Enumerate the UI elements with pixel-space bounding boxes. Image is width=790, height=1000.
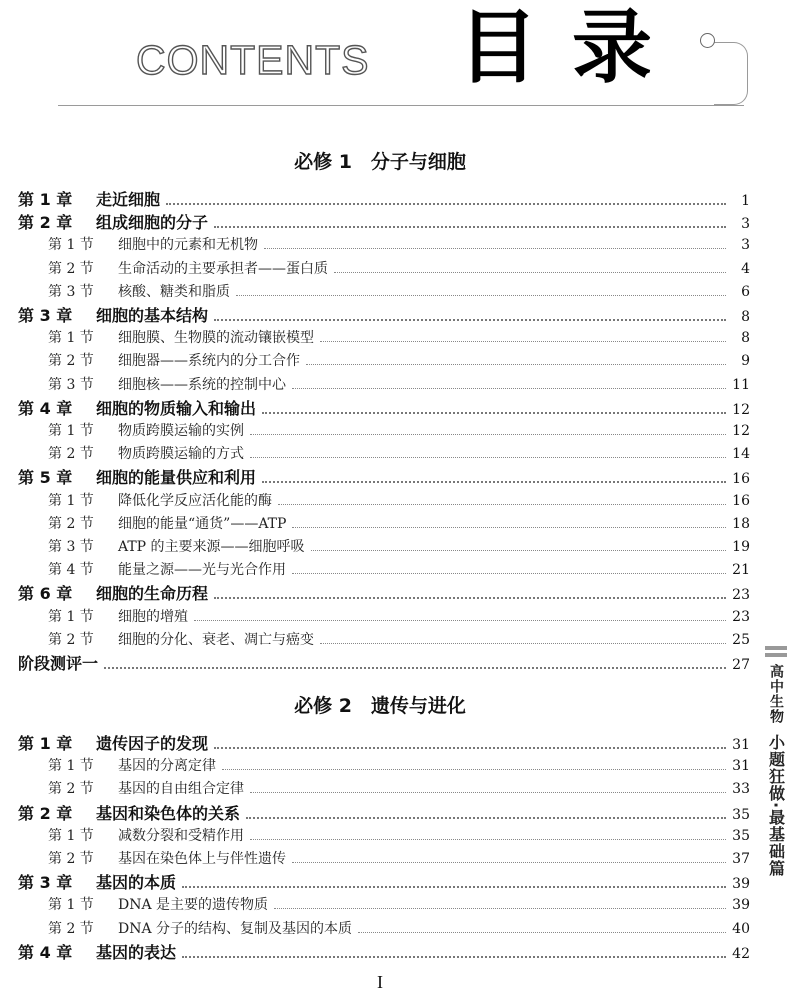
dot-leader [320,328,726,342]
dot-leader [334,259,726,273]
page-ref: 3 [741,237,750,254]
chapter-label [18,653,98,675]
section-title: 能量之源——光与光合作用 [118,562,286,579]
dot-leader [194,607,726,621]
toc-section-row[interactable] [48,327,750,349]
section-number: 第 1 节 [48,330,94,347]
section-number: 第 1 节 [48,608,94,625]
page-header [0,0,790,112]
dot-leader [262,397,726,414]
section-number: 第 2 节 [48,260,94,277]
page-ref: 42 [732,945,750,962]
chapter-number: 第 2 章 [18,803,73,823]
dot-leader [274,895,726,909]
dot-leader [222,756,726,770]
page-title: 目录 [458,1,686,94]
section-title: 细胞膜、生物膜的流动镶嵌模型 [118,330,314,347]
toc-section-row[interactable] [48,606,750,628]
chapter-title: 细胞的基本结构 [96,306,209,325]
toc-section-row[interactable] [48,350,750,372]
side-label-subject: 高中生物 [768,664,784,724]
toc-section-row[interactable] [48,629,750,651]
section-number: 第 2 节 [48,515,94,532]
dot-leader [250,421,726,435]
section-label [48,350,300,372]
page-number: I [377,972,383,992]
section-title: DNA 是主要的遗传物质 [118,897,269,914]
page-ref: 25 [732,631,750,648]
dot-leader [214,732,726,749]
section-title: 减数分裂和受精作用 [118,827,244,844]
dot-leader [292,560,726,574]
dot-leader [214,582,726,599]
chapter-number: 第 3 章 [18,306,73,325]
section-label [48,258,328,280]
toc-section-row[interactable] [48,420,750,442]
page-ref: 8 [741,309,750,325]
chapter-label [18,872,176,894]
section-number: 第 2 节 [48,781,94,798]
chapter-label [18,189,160,211]
page-ref: 16 [732,471,750,488]
page-ref: 12 [732,401,750,418]
ring-icon [700,33,715,48]
dot-leader [250,779,726,793]
section-number: 第 1 节 [48,897,94,914]
contents-word: CONTENTS [136,37,370,83]
section-title: DNA 分子的结构、复制及基因的本质 [118,920,353,937]
page-ref: 9 [741,353,750,370]
section-title: 基因的分离定律 [118,758,216,775]
toc-chapter-row[interactable] [18,732,750,754]
chapter-label [18,583,208,605]
page-ref: 37 [732,851,750,867]
toc-section-row[interactable] [48,443,750,465]
section-label [48,778,244,800]
page-ref: 18 [732,515,750,532]
section-title: 细胞核——系统的控制中心 [118,376,286,393]
header-rule [58,105,744,106]
toc-chapter-row[interactable] [18,466,750,488]
section-title: 物质跨膜运输的实例 [118,423,244,439]
section-label [48,825,244,847]
chapter-title: 基因和染色体的关系 [96,803,241,823]
toc-section-row[interactable] [48,234,750,256]
page-ref: 31 [732,758,750,775]
page-ref: 40 [732,920,750,937]
chapter-title: 基因的表达 [96,942,177,962]
chapter-label [18,467,256,489]
page-ref: 23 [732,587,750,604]
section-number: 第 2 节 [48,446,94,463]
page-ref: 11 [732,376,750,393]
page-ref: 23 [732,608,750,625]
page-ref: 35 [732,827,750,844]
section-title: 生命活动的主要承担者——蛋白质 [118,260,328,277]
chapter-number: 第 4 章 [18,942,73,962]
page-ref: 1 [741,193,750,209]
section-title: 细胞中的元素和无机物 [118,237,258,254]
section-label [48,234,258,256]
header-curve [714,42,748,105]
page-ref: 33 [732,781,750,798]
page-ref: 14 [732,446,750,463]
section-title: 物质跨膜运输的方式 [118,446,244,463]
side-label-series: 小题狂做·最基础篇 [766,734,786,878]
chapter-title: 细胞的生命历程 [96,584,209,604]
section-title: 细胞的增殖 [118,608,188,625]
chapter-title: 细胞的能量供应和利用 [96,468,257,488]
toc-section-row[interactable] [48,778,750,800]
page-ref: 12 [732,423,750,439]
dot-leader [306,351,726,365]
section-number: 第 1 节 [48,492,94,509]
chapter-number: 第 3 章 [18,873,73,893]
dot-leader [311,537,726,551]
chapter-label [18,803,240,825]
toc-chapter-row[interactable] [18,304,750,326]
toc-section-row[interactable] [48,281,750,303]
page-ref: 19 [732,539,750,555]
section-label [48,536,305,558]
dot-leader [246,802,726,819]
chapter-title: 细胞的物质输入和输出 [96,398,257,418]
dot-leader [182,941,726,958]
section-label [48,848,286,870]
section-number: 第 1 节 [48,758,94,775]
toc-section-row[interactable] [48,755,750,777]
chapter-label [18,212,208,234]
dot-leader [278,491,726,505]
section-title: 降低化学反应活化能的酶 [118,492,272,509]
dot-leader [166,188,726,205]
page-ref: 6 [741,283,750,300]
chapter-label [18,942,176,964]
page-ref: 3 [741,216,750,233]
side-label [763,646,789,920]
section-number: 第 2 节 [48,353,94,370]
dot-leader [236,282,726,296]
toc-chapter-row[interactable] [18,652,750,674]
chapter-label [18,733,208,755]
section-label [48,559,286,581]
section-label [48,894,268,916]
chapter-label [18,398,256,420]
section-label [48,374,286,396]
chapter-title: 基因的本质 [96,873,177,893]
toc-chapter-row[interactable] [18,211,750,233]
section-label [48,420,244,442]
toc-section-row[interactable] [48,513,750,535]
section-title: 细胞的能量“通货”——ATP [118,515,287,532]
toc-section-row[interactable] [48,374,750,396]
book-title: 必修 2 遗传与进化 [294,695,466,717]
section-label [48,513,286,535]
section-number: 第 4 节 [48,562,94,579]
dot-leader [320,630,726,644]
section-label [48,606,188,628]
dot-leader [358,919,726,933]
section-number: 第 2 节 [48,920,94,937]
chapter-label [18,305,208,327]
dot-leader [214,304,726,321]
chapter-number: 第 2 章 [18,213,73,233]
section-label [48,918,352,940]
dot-leader [292,375,726,389]
chapter-number: 第 1 章 [18,734,73,753]
page-ref: 35 [732,806,750,823]
chapter-number: 第 1 章 [18,190,73,209]
side-stripe [765,646,787,650]
toc-section-row[interactable] [48,536,750,558]
chapter-number: 第 5 章 [18,468,73,488]
page-ref: 39 [732,876,750,893]
chapter-title: 走近细胞 [96,190,161,209]
chapter-title: 遗传因子的发现 [96,734,209,753]
section-label [48,443,244,465]
toc-chapter-row[interactable] [18,941,750,963]
book-title: 必修 1 分子与细胞 [294,151,466,173]
section-number: 第 3 节 [48,376,94,393]
toc-chapter-row[interactable] [18,802,750,824]
toc-section-row[interactable] [48,490,750,512]
toc-section-row[interactable] [48,848,750,870]
toc-section-row[interactable] [48,918,750,940]
section-number: 第 2 节 [48,631,94,648]
page-ref: 16 [732,492,750,509]
dot-leader [250,826,726,840]
chapter-title: 阶段测评一 [18,654,99,673]
section-number: 第 1 节 [48,423,94,439]
chapter-number: 第 4 章 [18,398,73,418]
section-title: 基因的自由组合定律 [118,781,244,798]
dot-leader [104,652,726,669]
section-label [48,755,216,777]
toc-chapter-row[interactable] [18,871,750,893]
toc-chapter-row[interactable] [18,397,750,419]
side-stripe [765,653,787,657]
dot-leader [250,444,726,458]
section-title: 基因在染色体上与伴性遗传 [118,851,286,867]
page-ref: 27 [732,657,750,673]
section-number: 第 3 节 [48,283,94,300]
toc-section-row[interactable] [48,258,750,280]
toc-section-row[interactable] [48,894,750,916]
section-number: 第 3 节 [48,539,94,555]
section-label [48,490,272,512]
section-title: ATP 的主要来源——细胞呼吸 [118,539,305,555]
dot-leader [262,466,726,483]
section-number: 第 2 节 [48,851,94,867]
section-title: 细胞器——系统内的分工合作 [118,353,300,370]
page-ref: 4 [741,260,750,277]
toc-section-row[interactable] [48,559,750,581]
section-label [48,327,314,349]
dot-leader [292,849,726,863]
section-number: 第 1 节 [48,237,94,254]
dot-leader [292,514,726,528]
section-title: 核酸、糖类和脂质 [118,283,230,300]
dot-leader [264,235,726,249]
toc-chapter-row[interactable] [18,582,750,604]
page-ref: 31 [732,737,750,753]
toc-chapter-row[interactable] [18,188,750,210]
section-title: 细胞的分化、衰老、凋亡与癌变 [118,631,314,648]
page-ref: 8 [741,330,750,347]
toc-section-row[interactable] [48,825,750,847]
dot-leader [182,871,726,888]
dot-leader [214,211,726,228]
page-ref: 39 [732,897,750,914]
chapter-title: 组成细胞的分子 [96,213,209,233]
chapter-number: 第 6 章 [18,584,73,604]
section-label [48,629,314,651]
page-ref: 21 [732,562,750,579]
section-label [48,281,230,303]
section-number: 第 1 节 [48,827,94,844]
